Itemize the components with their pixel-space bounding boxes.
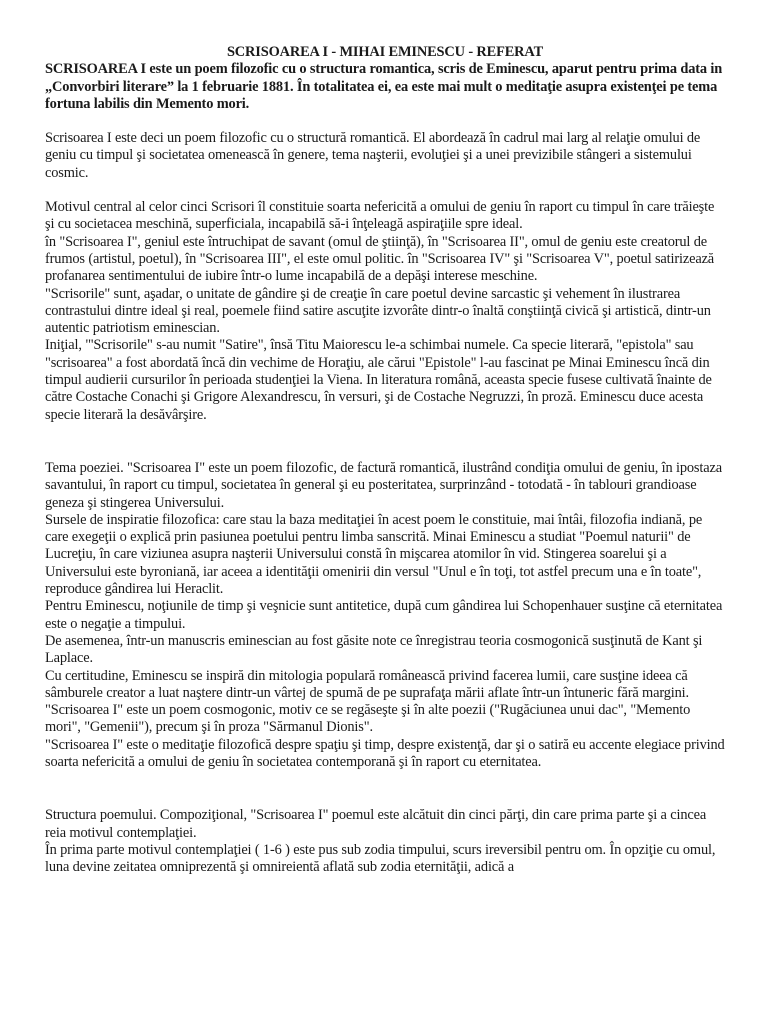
paragraph-10: Cu certitudine, Eminescu se inspiră din mitologia populară românească privind facerea lumii, care susţine ideea că sâmburele creator a luat naştere dintr-un vârtej de spumă de pe suprafaţa mării aflate într-un întuneric fără margini. xyxy=(45,667,689,701)
paragraph-9: De asemenea, într-un manuscris eminescian au fost găsite note ce înregistrau teoria cosmogonică susţinută de Kant şi Laplace. xyxy=(45,632,703,667)
paragraph-1: Scrisoarea I este deci un poem filozofic cu o structură romantică. El abordează în cadrul mai larg al relaţie omului de geniu cu timpul şi societatea omenească în genere, tema naşterii, evoluţiei şi a unei previzibile stângeri a sistemului cosmic. xyxy=(45,130,701,181)
paragraph-14: În prima parte motivul contemplaţiei ( 1-6 ) este pus sub zodia timpului, scurs ireversibil pentru om. În opziţie cu omul, luna devine zeitatea omniprezentă şi omnireientă aflată sub zodia eternităţii, adică a xyxy=(45,841,716,876)
intro-paragraph: SCRISOAREA I este un poem filozofic cu o structura romantica, scris de Eminescu, aparut pentru prima data in „Convorbiri literare” la 1 februarie 1881. În totalitatea ei, ea este mai mult o meditaţie asupra existenţei pe tema fortuna labilis din Memento mori. xyxy=(45,61,723,112)
document-page xyxy=(45,44,725,876)
spacer xyxy=(45,182,725,199)
paragraph-3: în "Scrisoarea I", geniul este întruchipat de savant (omul de ştiinţă), în "Scrisoarea II", omul de geniu este creatorul de frumos (artistul, poetul), în "Scrisoarea III", el este omul politic. în "Scrisoarea IV" şi "Scrisoarea V", poetul satirizează profanarea sentimentului de iubire într-o lume incapabilă de a depăşi interese meschine. xyxy=(45,233,715,285)
spacer xyxy=(45,113,725,130)
paragraph-11: "Scrisoarea I" este un poem cosmogonic, motiv ce se regăseşte şi în alte poezii ("Rugăciunea unui dac", "Memento mori", "Gemenii"), precum şi în proza "Sărmanul Dionis". xyxy=(45,702,691,736)
paragraph-7: Sursele de inspiratie filozofica: care stau la baza meditaţiei în acest poem le constituie, mai întâi, filozofia indiană, pe care exegeţii o explică prin pasiunea poetului pentru limba sanscrită. Minai Eminescu a studiat "Poemul naturii" de Lucreţiu, în care viziunea asupra naşterii Universului constă în mişcarea atomilor în vid. Stingerea soarelui şi a Universului este byroniană, iar aceea a identităţii omenirii din versul "Unul e în toţi, tot astfel precum una e în toate", reproduce gândirea lui Heraclit. xyxy=(45,511,703,598)
paragraph-8: Pentru Eminescu, noţiunile de timp şi veşnicie sunt antitetice, după cum gândirea lui Schopenhauer susţine că eternitatea este o negaţie a timpului. xyxy=(45,598,723,632)
paragraph-6: Tema poeziei. "Scrisoarea I" este un poem filozofic, de factură romantică, ilustrând condiţia omului de geniu, în ipostaza savantului, în raport cu timpul, societatea în general şi eu posteritatea, surprinzând - totodată - în tablouri grandioase geneza şi stingerea Universului. xyxy=(45,459,722,511)
paragraph-2: Motivul central al celor cinci Scrisori îl constituie soarta nefericită a omului de geniu în raport cu timpul în care trăieşte şi cu societacea meschină, superficiala, incapabilă să-i înţeleagă aspiraţiile spre ideal. xyxy=(45,199,715,233)
spacer xyxy=(45,771,725,807)
paragraph-4: "Scrisorile" sunt, aşadar, o unitate de gândire şi de creaţie în care poetul devine sarcastic şi vehement în ilustrarea contrastului dintre ideal şi real, poemele fiind satire ascuţite izvorâte dintr-o înaltă conştiinţă civică şi artistică, dintr-un autentic patriotism eminescian. xyxy=(45,285,711,337)
paragraph-5: Iniţial, "'Scrisorile" s-au numit "Satire", însă Titu Maiorescu le-a schimbai numele. Ca specie literară, "epistola" sau "scrisoarea" a fost abordată încă din vechime de Horaţiu, ale cărui "Epistole" l-au fascinat pe Minai Eminescu încă din timpul audierii cursurilor în perioada studenţiei la Viena. In literatura română, aceasta specie fusese cultivată înainte de către Costache Conachi şi Grigore Alexandrescu, în versuri, şi de Costache Negruzzi, în proză. Eminescu duce acesta specie literară la desăvârşire. xyxy=(45,337,712,423)
paragraph-12: "Scrisoarea I" este o meditaţie filozofică despre spaţiu şi timp, despre existenţă, dar şi o satiră eu accente elegiace privind soarta nefericită a omului de geniu în societatea contemporană şi în raport cu eternitatea. xyxy=(45,736,725,770)
paragraph-13: Structura poemului. Compoziţional, "Scrisoarea I" poemul este alcătuit din cinci părţi, din care prima parte şi a cincea reia motivul contemplaţiei. xyxy=(45,807,707,841)
spacer xyxy=(45,424,725,460)
document-title: SCRISOAREA I - MIHAI EMINESCU - REFERAT xyxy=(226,44,544,60)
